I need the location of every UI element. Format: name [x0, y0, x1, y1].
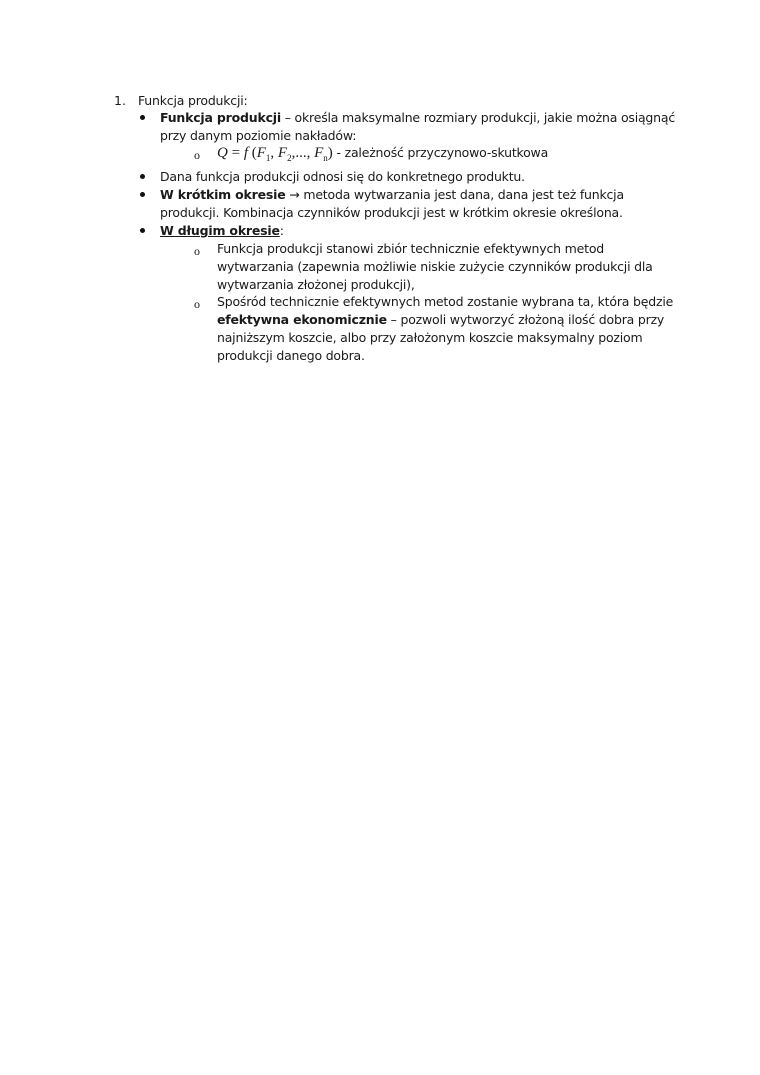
bullet-icon — [140, 228, 145, 233]
item-text: produkcji danego dobra. — [217, 348, 365, 363]
sub-bullet-icon: o — [194, 297, 200, 311]
list-item — [217, 311, 664, 329]
formula-line — [217, 144, 548, 167]
bullet-icon — [140, 192, 145, 197]
bullet-icon — [140, 174, 145, 179]
bold-term: Funkcja produkcji — [160, 110, 281, 125]
item-text: – określa maksymalne rozmiary produkcji, jakie można osiągnąć — [280, 110, 676, 125]
list-item: Dana funkcja produkcji odnosi się do konkretnego produktu. — [160, 169, 525, 184]
arrow-icon: → — [285, 187, 304, 202]
item-text: produkcji. Kombinacja czynników produkcji jest w krótkim okresie określona. — [160, 205, 623, 220]
sub-bullet-icon: o — [194, 244, 200, 258]
bullet-icon — [140, 115, 145, 120]
list-number: 1. — [114, 93, 126, 108]
item-text: metoda wytwarzania jest dana, dana jest też funkcja — [303, 187, 624, 202]
list-item: W długim okresie: — [160, 223, 284, 238]
bold-term: W krótkim okresie — [160, 187, 286, 202]
list-item — [160, 109, 675, 127]
list-item — [160, 186, 624, 204]
sub-bullet-icon: o — [194, 148, 200, 162]
item-text: – pozwoli wytworzyć złożoną ilość dobra przy — [386, 312, 665, 327]
item-text: wytwarzania (zapewnia możliwie niskie zużycie czynników produkcji dla — [217, 259, 653, 274]
item-text: wytwarzania złożonej produkcji), — [217, 277, 415, 292]
item-text: najniższym koszcie, albo przy założonym koszcie maksymalny poziom — [217, 330, 643, 345]
production-formula: Q = f ($F_1$, $F_2$,..., $F_n$) — [217, 145, 333, 163]
formula-description: - zależność przyczynowo-skutkowa — [332, 145, 549, 160]
item-text: Funkcja produkcji stanowi zbiór technicznie efektywnych metod — [217, 241, 605, 256]
bold-term: W długim okresie — [160, 223, 280, 238]
bold-term: efektywna ekonomicznie — [217, 312, 387, 327]
section-title: Funkcja produkcji: — [138, 93, 248, 108]
item-text: Spośród technicznie efektywnych metod zostanie wybrana ta, która będzie — [217, 294, 674, 309]
item-text: przy danym poziomie nakładów: — [160, 128, 357, 143]
